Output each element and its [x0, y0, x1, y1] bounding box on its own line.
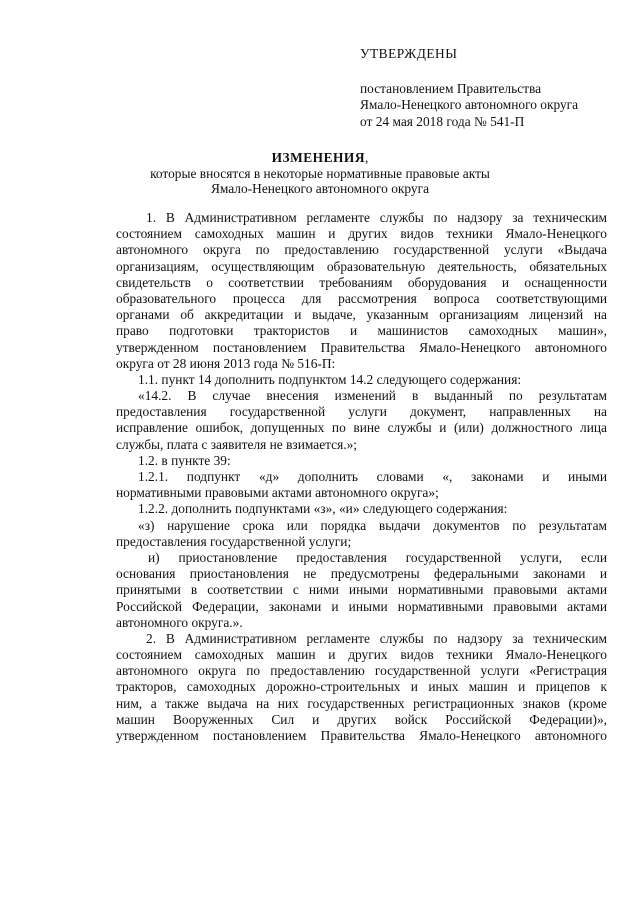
paragraph-line: тракторов, самоходных дорожно-строительных и иных машин и прицепов к [116, 679, 607, 695]
paragraph-line: 1.2. в пункте 39: [138, 452, 231, 468]
paragraph-line: утвержденном постановлением Правительства Ямало-Ненецкого автономного [116, 339, 607, 355]
paragraph-line: округа от 28 июня 2013 года № 516-П: [116, 355, 336, 371]
paragraph-line: свидетельств о соответствии требованиям оборудования и оснащенности [116, 274, 607, 290]
document-subtitle-line: Ямало-Ненецкого автономного округа [210, 181, 430, 196]
paragraph-line: автономного округа по предоставлению государственной услуги «Регистрация [116, 663, 607, 679]
paragraph-line: машин Вооруженных Сил и других войск Российской Федерации)», [116, 711, 607, 727]
paragraph-line: и) приостановление предоставления государственной услуги, если [148, 549, 607, 565]
approval-title: УТВЕРЖДЕНЫ [360, 46, 458, 61]
paragraph-line: Российской Федерации, законами и иными нормативными правовыми актами [116, 598, 607, 614]
document-heading [0, 150, 640, 197]
approval-line: постановлением Правительства [360, 80, 542, 96]
paragraph-line: право подготовки трактористов и машинистов самоходных машин», [116, 323, 607, 339]
paragraph-line: 1.2.2. дополнить подпунктами «з», «и» следующего содержания: [138, 501, 508, 517]
paragraph-line: «14.2. В случае внесения изменений в выданный по результатам [138, 388, 607, 404]
paragraph-line: образовательного процесса для рассмотрения вопроса соответствующими [116, 290, 607, 306]
approval-line: Ямало-Ненецкого автономного округа [360, 97, 579, 112]
approval-line: от 24 мая 2018 года № 541-П [360, 113, 525, 129]
document-body [116, 210, 607, 744]
document-title-suffix: , [365, 150, 369, 165]
paragraph-line: 1. В Административном регламенте службы по надзору за техническим [146, 210, 607, 225]
paragraph-line: утвержденном постановлением Правительства Ямало-Ненецкого автономного [116, 728, 607, 743]
approval-block [360, 46, 620, 130]
paragraph-line: «з) нарушение срока или порядка выдачи документов по результатам [138, 517, 607, 533]
paragraph-line: 1.2.1. подпункт «д» дополнить словами «, законами и иными [138, 469, 607, 484]
paragraph-line: автономного округа по предоставлению государственной услуги «Выдача [116, 242, 607, 258]
paragraph-line: ним, а также выдача на них государственных регистрационных знаков (кроме [116, 695, 607, 711]
paragraph-line: принятыми в соответствии с ними иными нормативными правовыми актами [116, 582, 607, 598]
paragraph-line: автономного округа.». [116, 614, 243, 630]
paragraph-line: службы, плата с заявителя не взимается.»; [116, 436, 358, 452]
document-subtitle-line: которые вносятся в некоторые нормативные правовые акты [150, 165, 490, 181]
paragraph-line: организациям, осуществляющим образовательную деятельность, обязательных [116, 258, 607, 274]
paragraph-line: состоянием самоходных машин и других видов техники Ямало-Ненецкого [116, 226, 607, 242]
paragraph-line: основания приостановления не предусмотрены федеральными законами и [116, 566, 607, 582]
paragraph-line: нормативными правовыми актами автономного округа»; [116, 485, 439, 501]
paragraph-line: предоставления государственной услуги документ, направленных на [116, 404, 607, 420]
paragraph-line: исправление ошибок, допущенных по вине службы и (или) должностного лица [116, 420, 607, 436]
document-title: ИЗМЕНЕНИЯ [271, 150, 366, 165]
paragraph-line: органами об аккредитации и выдаче, указанным организациям лицензий на [116, 307, 607, 323]
paragraph-line: предоставления государственной услуги; [116, 533, 352, 549]
paragraph-line: 2. В Административном регламенте службы по надзору за техническим [146, 630, 607, 646]
paragraph-line: 1.1. пункт 14 дополнить подпунктом 14.2 следующего содержания: [138, 371, 522, 387]
paragraph-line: состоянием самоходных машин и других видов техники Ямало-Ненецкого [116, 647, 607, 663]
